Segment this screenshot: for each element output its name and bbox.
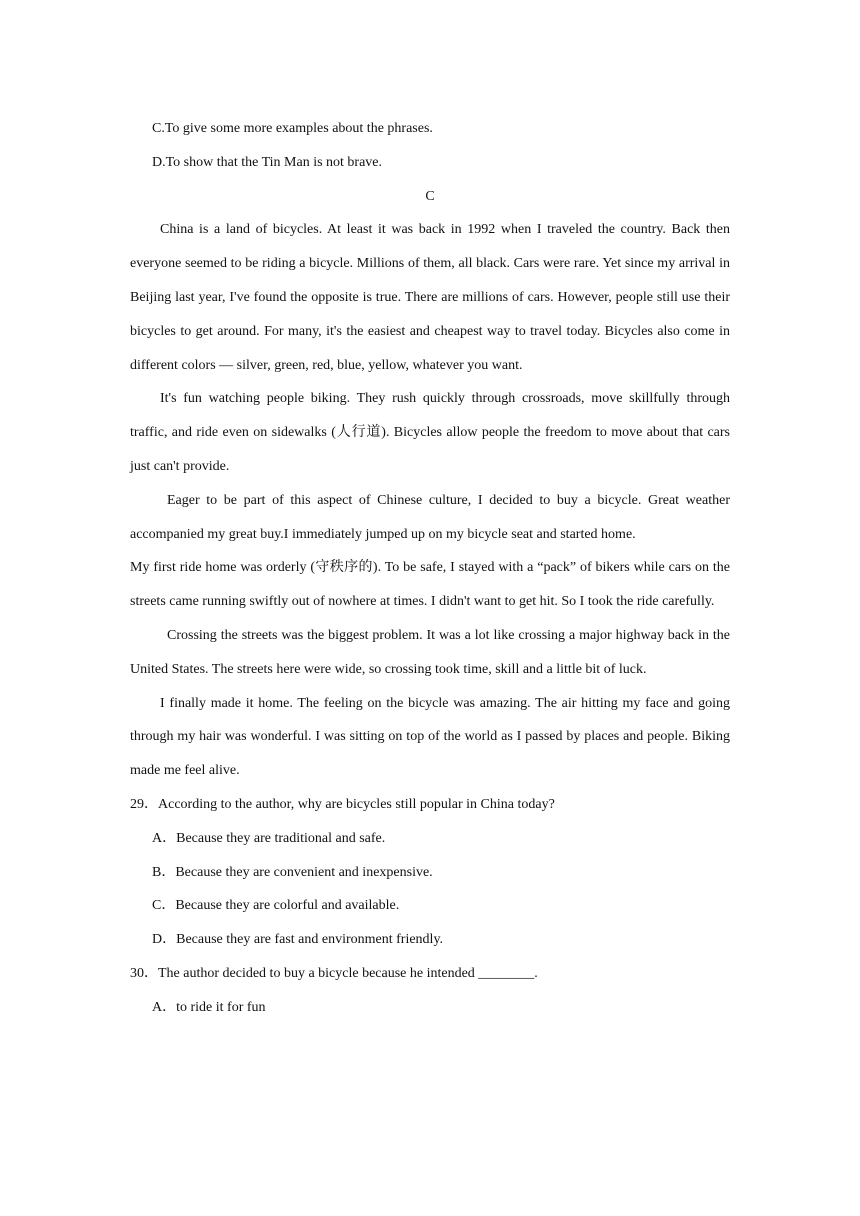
section-heading: C bbox=[425, 188, 435, 204]
passage-paragraph-5: Crossing the streets was the biggest problem. It was a lot like crossing a major highway back in the United States. The streets here were wide, so crossing took time, skill and a little bit of luck. bbox=[130, 627, 730, 677]
passage-paragraph-6: I finally made it home. The feeling on the bicycle was amazing. The air hitting my face and going through my hair was wonderful. I was sitting on top of the world as I passed by places and people. Biking made me feel alive. bbox=[130, 695, 730, 779]
passage-paragraph-1: China is a land of bicycles. At least it was back in 1992 when I traveled the country. Back then everyone seemed to be riding a bicycle. Millions of them, all black. Cars were rare. Yet since my arrival in Beijing last year, I've found the opposite is true. There are millions of cars. However, people still use their bicycles to get around. For many, it's the easiest and cheapest way to travel today. Bicycles also come in different colors — silver, green, red, blue, yellow, whatever you want. bbox=[130, 222, 730, 373]
question-29-option-b: B．Because they are convenient and inexpensive. bbox=[152, 864, 433, 880]
passage-paragraph-3: Eager to be part of this aspect of Chinese culture, I decided to buy a bicycle. Great weather accompanied my great buy.I immediately jumped up on my bicycle seat and started home. bbox=[130, 492, 730, 542]
passage-paragraph-4: My first ride home was orderly (守秩序的). To be safe, I stayed with a “pack” of bikers while cars on the streets came running swiftly out of nowhere at times. I didn't want to get hit. So I took the ride carefully. bbox=[130, 560, 730, 610]
question-30-option-a: A．to ride it for fun bbox=[152, 999, 266, 1015]
question-30: 30．The author decided to buy a bicycle because he intended ________. bbox=[130, 965, 538, 981]
previous-option-c: C.To give some more examples about the phrases. bbox=[152, 121, 433, 136]
question-29-option-d: D．Because they are fast and environment friendly. bbox=[152, 932, 444, 948]
passage-paragraph-2: It's fun watching people biking. They rush quickly through crossroads, move skillfully through traffic, and ride even on sidewalks (人行道). Bicycles allow people the freedom to move about that cars just can't provide. bbox=[130, 391, 730, 474]
document-page bbox=[130, 112, 730, 1025]
question-29: 29．According to the author, why are bicycles still popular in China today? bbox=[130, 796, 555, 812]
question-29-option-a: A．Because they are traditional and safe. bbox=[152, 830, 386, 846]
question-29-option-c: C．Because they are colorful and available. bbox=[152, 898, 400, 914]
previous-option-d: D.To show that the Tin Man is not brave. bbox=[152, 154, 383, 170]
